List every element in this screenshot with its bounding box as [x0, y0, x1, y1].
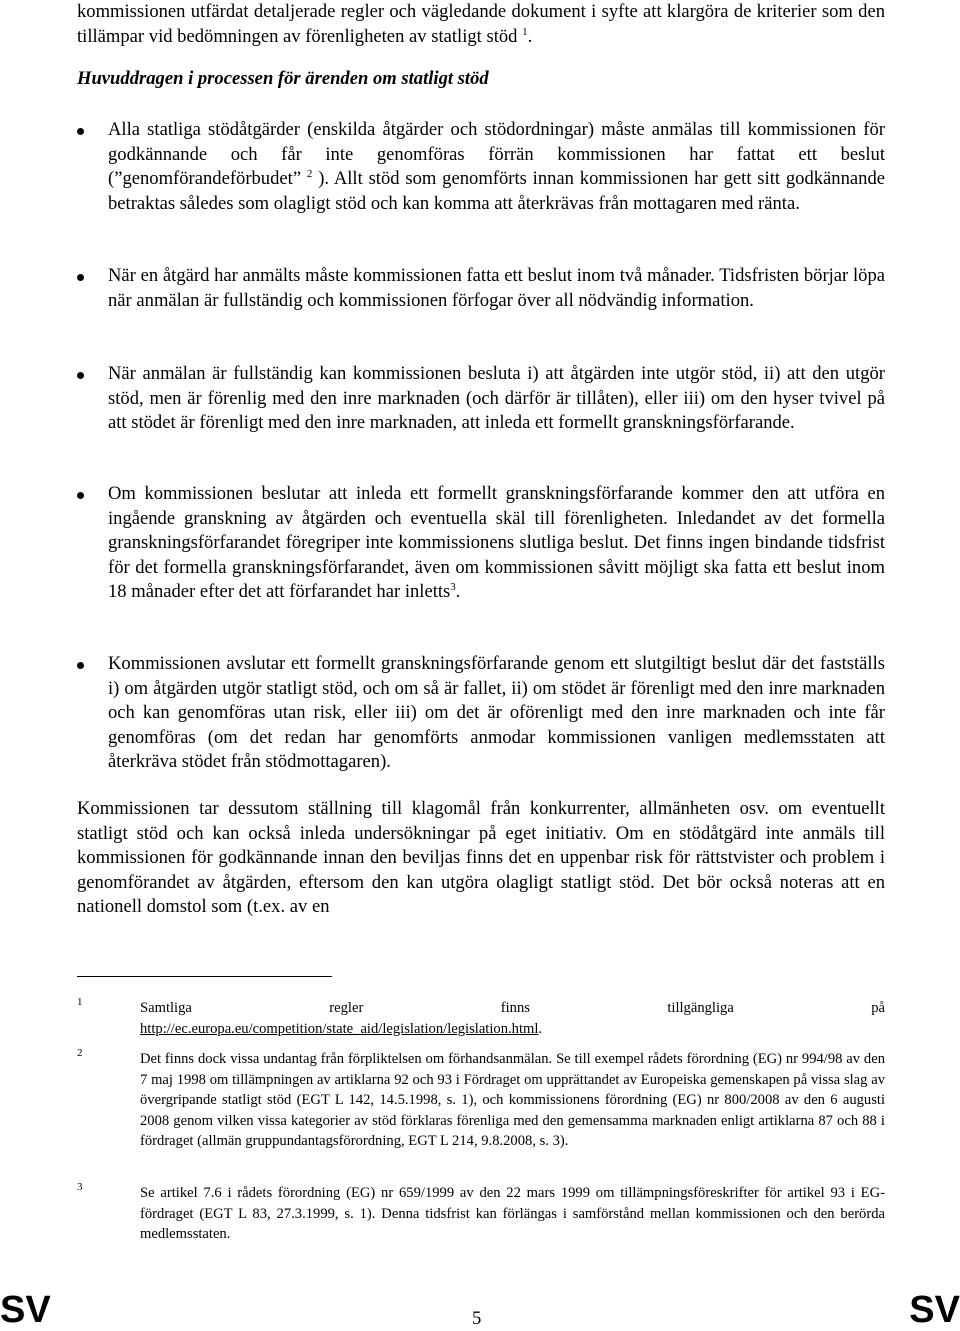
- list-item: När anmälan är fullständig kan kommissionen besluta i) att åtgärden inte utgör stöd, ii) att den utgör stöd, men är förenlig med den inre marknaden (och därför är tillåten), eller iii) om den hyser tvivel på att stödet är förenligt med den inre marknaden, att inleda ett formellt granskningsförfarande.: [77, 362, 885, 436]
- language-code-left: SV: [0, 1289, 51, 1331]
- list-item: Om kommissionen beslutar att inleda ett formellt granskningsförfarande kommer den att utföra en ingående granskning av åtgärden och eventuella skäl till förenligheten. Inledandet av det formella granskningsförfarandet föregriper inte kommissionens slutliga beslut. Det finns ingen bindande tidsfrist för det formella granskningsförfarandet, även om kommissionen såvitt möjligt ska fatta ett beslut inom 18 månader efter det att förfarandet har inletts$^3$.: [77, 482, 885, 605]
- list-item: Alla statliga stödåtgärder (enskilda åtgärder och stödordningar) måste anmälas till kommissionen för godkännande och får inte genomföras förrän kommissionen har fattat ett beslut (”genomförandeförbudet” $^2$ ). Allt stöd som genomförts innan kommissionen har gett sitt godkännande betraktas således som olagligt stöd och kan komma att återkrävas från mottagaren med ränta.: [77, 118, 885, 216]
- footnote: 2 Det finns dock vissa undantag från förpliktelsen om förhandsanmälan. Se till exempel rådets förordning (EG) nr 994/98 av den 7 maj 1998 om tillämpningen av artiklarna 92 och 93 i Fördraget om upprättandet av Europeiska gemenskapen på vissa slag av övergripande statligt stöd (EGT L 142, 14.5.1998, s. 1), och kommissionens förordning (EG) nr 800/2008 av den 6 augusti 2008 genom vilken vissa kategorier av stöd förklaras förenliga med den gemensamma marknaden enligt artiklarna 87 och 88 i fördraget (allmän gruppundantagsförordning, EGT L 214, 9.8.2008, s. 3).: [77, 1049, 885, 1152]
- section-heading: Huvuddragen i processen för ärenden om statligt stöd: [77, 68, 489, 89]
- footnote-ref[interactable]: 3: [450, 580, 456, 593]
- footnote-ref[interactable]: 2: [306, 167, 313, 180]
- footnote-link[interactable]: http://ec.europa.eu/competition/state_aid/legislation/legislation.html: [140, 1020, 539, 1037]
- list-item: När en åtgärd har anmälts måste kommissionen fatta ett beslut inom två månader. Tidsfristen börjar löpa när anmälan är fullständig och kommissionen förfogar över all nödvändig information.: [77, 264, 885, 313]
- footnote-number: 1: [77, 996, 83, 1008]
- footnote-number: 2: [77, 1047, 83, 1059]
- footnote: 1 Samtliga regler finns tillgängliga på http://ec.europa.eu/competition/state_aid/legislation/legislation.html.: [77, 998, 885, 1039]
- bullet-icon: [77, 274, 84, 281]
- page-number: 5: [472, 1308, 482, 1329]
- footnote: 3 Se artikel 7.6 i rådets förordning (EG) nr 659/1999 av den 22 mars 1999 om tillämpningsföreskrifter för artikel 93 i EG-fördraget (EGT L 83, 27.3.1999, s. 1). Denna tidsfrist kan förlängas i samförstånd mellan kommissionen och den berörda medlemsstaten.: [77, 1183, 885, 1245]
- bullet-icon: [77, 492, 84, 499]
- footnote-ref[interactable]: 1: [522, 25, 528, 38]
- bullet-icon: [77, 128, 84, 135]
- bullet-icon: [77, 372, 84, 379]
- intro-continuation: kommissionen utfärdat detaljerade regler och vägledande dokument i syfte att klargöra de kriterier som den tillämpar vid bedömningen av förenligheten av statligt stöd $^1$.: [77, 1, 885, 47]
- closing-paragraph: Kommissionen tar dessutom ställning till klagomål från konkurrenter, allmänheten osv. om eventuellt statligt stöd och kan också inleda undersökningar på eget initiativ. Om en stödåtgärd inte anmäls till kommissionen för godkännande innan den beviljas finns det en uppenbar risk för rättstvister och problem i genomförandet av åtgärden, eftersom den kan utgöra olagligt statligt stöd. Det bör också noteras att en nationell domstol som (t.ex. av en: [77, 798, 885, 917]
- footnote-divider: [77, 976, 332, 977]
- list-item: Kommissionen avslutar ett formellt granskningsförfarande genom ett slutgiltigt beslut där det fastställs i) om åtgärden utgör statligt stöd, och om så är fallet, ii) om stödet är förenligt med den inre marknaden och kan genomföras utan risk, eller iii) om det är oförenligt med den inre marknaden och inte får genomföras (om det redan har genomförts anmodar kommissionen vanligen medlemsstaten att återkräva stödet från stödmottagaren).: [77, 652, 885, 775]
- footnote-number: 3: [77, 1181, 83, 1193]
- language-code-right: SV: [909, 1289, 960, 1331]
- bullet-icon: [77, 662, 84, 669]
